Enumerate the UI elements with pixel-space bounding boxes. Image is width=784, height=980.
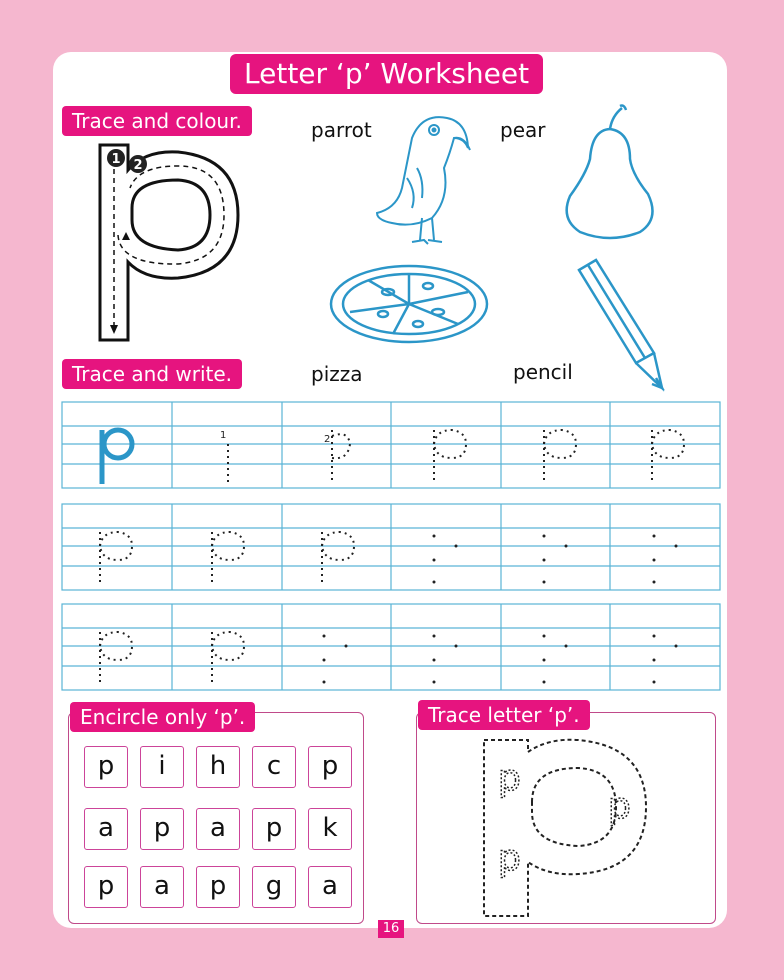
word-pizza: pizza (311, 362, 363, 386)
encircle-letter[interactable]: c (252, 746, 296, 788)
encircle-letter[interactable]: p (140, 808, 184, 850)
word-parrot: parrot (311, 118, 372, 142)
row1-step-1: 1 (220, 430, 227, 441)
label-trace-letter: Trace letter ‘p’. (418, 700, 590, 730)
page-number: 16 (378, 920, 404, 938)
trace-big-letter-p[interactable] (478, 732, 658, 922)
encircle-letter[interactable]: h (196, 746, 240, 788)
small-traced-p: p (498, 838, 521, 879)
pizza-illustration (328, 262, 490, 352)
label-encircle: Encircle only ‘p’. (70, 702, 255, 732)
step-number-2: 2 (133, 158, 143, 173)
pencil-illustration (574, 258, 674, 393)
page-title: Letter ‘p’ Worksheet (230, 54, 543, 94)
encircle-letter[interactable]: a (140, 866, 184, 908)
encircle-letter[interactable]: a (308, 866, 352, 908)
encircle-letter[interactable]: g (252, 866, 296, 908)
encircle-letter[interactable]: p (84, 746, 128, 788)
encircle-letter[interactable]: p (308, 746, 352, 788)
row1-step-2: 2 (324, 434, 331, 445)
word-pear: pear (500, 118, 546, 142)
trace-write-rows[interactable] (62, 400, 722, 700)
encircle-letter[interactable]: k (308, 808, 352, 850)
pear-illustration (560, 104, 660, 244)
parrot-illustration (372, 108, 482, 250)
big-letter-p-outline[interactable] (90, 140, 250, 350)
encircle-letter[interactable]: a (84, 808, 128, 850)
small-traced-p: p (608, 786, 631, 827)
label-trace-write: Trace and write. (62, 359, 242, 389)
encircle-letter[interactable]: a (196, 808, 240, 850)
encircle-letter[interactable]: p (252, 808, 296, 850)
encircle-letter[interactable]: p (196, 866, 240, 908)
encircle-letter[interactable]: p (84, 866, 128, 908)
small-traced-p: p (498, 758, 521, 799)
word-pencil: pencil (513, 360, 573, 384)
label-trace-colour: Trace and colour. (62, 106, 252, 136)
step-number-1: 1 (111, 152, 121, 167)
encircle-letter[interactable]: i (140, 746, 184, 788)
